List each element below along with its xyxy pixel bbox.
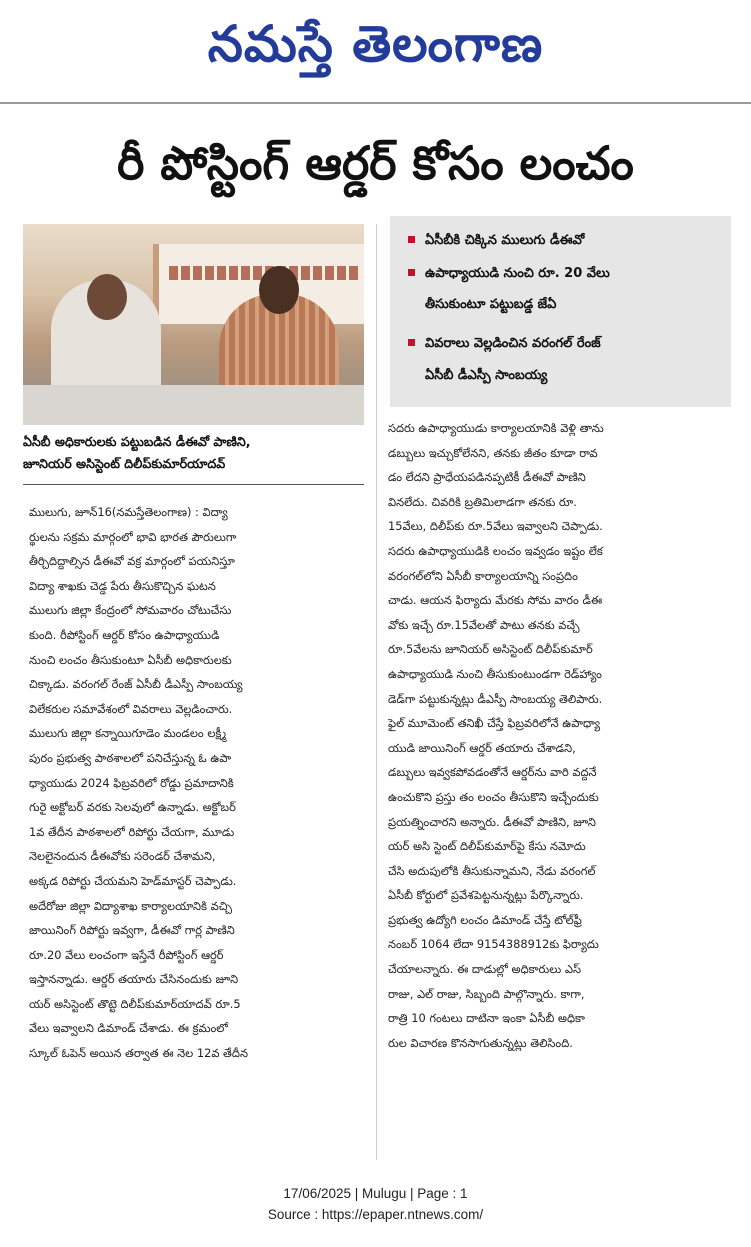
article-line: వేలు ఇవ్వాలని డిమాండ్ చేశాడు. ఈ క్రమంలో: [29, 1021, 229, 1036]
masthead-logo-title: నమస్తే తెలంగాణ: [207, 15, 544, 73]
article-line: చేసి అదుపులోకి తీసుకున్నామని, నేడు వరంగల్: [388, 863, 596, 878]
article-line: చిక్కాడు. వరంగల్ రేంజ్ ఏసీబీ డీఎస్పీ సాంబయ్య: [29, 677, 243, 692]
article-line: చాడు. ఆయన ఫిర్యాదు మేరకు సోమ వారం డీఈ: [388, 593, 603, 608]
article-line: ధ్యాయుడు 2024 ఫిబ్రవరిలో రోడ్డు ప్రమాదానికి: [29, 775, 234, 790]
article-line: ములుగు జిల్లా కన్నాయిగూడెం మండలం లక్ష్మీ: [29, 726, 227, 741]
article-line: విద్యా శాఖకు చెడ్డ పేరు తీసుకొచ్చిన ఘటన: [29, 578, 216, 593]
square-bullet-icon: [408, 236, 415, 243]
masthead-divider: [0, 102, 751, 104]
article-line: గురై అక్టోబర్ వరకు సెలవులో ఉన్నాడు. అక్టోబర్: [29, 800, 236, 815]
article-line: నుంచి లంచం తీసుకుంటూ ఏసీబీ అధికారులకు: [29, 652, 232, 667]
article-line: చేయాలన్నారు. ఈ దాడుల్లో అధికారులు ఎస్: [388, 962, 581, 977]
footer-source-link[interactable]: Source : https://epaper.ntnews.com/: [267, 1207, 484, 1222]
article-line: వోకు ఇచ్చే రూ.15వేలతో పాటు తనకు వచ్చే: [388, 617, 580, 632]
square-bullet-icon: [408, 269, 415, 276]
photo-caption-line: ఏసీబీ అధికారులకు పట్టుబడిన డీఈవో పాణిని,: [23, 434, 251, 449]
article-line: యర్ అసిస్టెంట్ తొట్టె దిలీప్‌కుమార్‌యాదవ్ రూ.5: [29, 996, 241, 1011]
article-line: యర్ అసి స్టెంట్ దిలీప్‌కుమార్‌పై కేసు నమోదు: [388, 839, 586, 854]
masthead: [0, 0, 751, 103]
article-line: ములుగు, జూన్16(నమస్తేతెలంగాణ) : విద్యా: [29, 505, 228, 519]
article-line: డబ్బులు ఇచ్చుకోలేనని, తనకు జీతం కూడా రావ: [388, 445, 598, 460]
caption-divider: [23, 484, 364, 485]
article-line: కుంది. రీపోస్టింగ్ ఆర్డర్ కోసం ఉపాధ్యాయుడి: [29, 627, 220, 642]
article-line: రాత్రి 10 గంటలు దాటినా ఇంకా ఏసీబీ అధికా: [388, 1011, 585, 1026]
article-line: వరంగల్‌లోని ఏసీబీ కార్యాలయాన్ని సంప్రదిం: [388, 568, 578, 583]
square-bullet-icon: [408, 339, 415, 346]
article-body-right-column: [388, 416, 731, 1055]
article-line: సదరు ఉపాధ్యాయుడు కార్యాలయానికి వెళ్లి తాను: [388, 421, 604, 435]
article-line: 15వేలు, దిలీప్‌కు రూ.5వేలు ఇవ్వాలని చెప్పాడు.: [388, 519, 603, 534]
article-line: డబ్బులు ఇవ్వకపోవడంతోనే ఆర్డర్‌ను వారి వద్దనే: [388, 765, 597, 780]
article-headline: రీ పోస్టింగ్ ఆర్డర్ కోసం లంచం: [117, 136, 634, 190]
article-line: ఫైల్ మూమెంట్ తనిఖీ చేస్తే ఫిబ్రవరిలోనే ఉపాధ్యా: [388, 716, 601, 731]
highlight-item: వివరాలు వెల్లడించిన వరంగల్ రేంజ్: [408, 328, 601, 359]
photo-caption-line: జూనియర్ అసిస్టెంట్ దిలీప్‌కుమార్‌యాదవ్: [23, 456, 226, 471]
article-line: ఉంచుకొని ప్రస్తు తం లంచం తీసుకొని ఇచ్చేందుకు: [388, 789, 599, 804]
highlight-item: ఉపాధ్యాయుడి నుంచి రూ. 20 వేలు: [408, 258, 610, 289]
article-line: డం లేదని ప్రాధేయపడినప్పటికీ డీఈవో పాణిని: [388, 470, 586, 485]
footer-date-edition: 17/06/2025 | Mulugu | Page : 1: [283, 1186, 468, 1201]
article-line: పురం ప్రభుత్వ పాఠశాలలో పనిచేస్తున్న ఓ ఉపా: [29, 750, 232, 765]
article-line: ఏసీబీ కోర్టులో ప్రవేశపెట్టనున్నట్లు పేర్కొన్నారు.: [388, 888, 584, 903]
article-line: ఇస్తానన్నాడు. ఆర్డర్ తయారు చేసినందుకు జూని: [29, 972, 239, 987]
article-line: తీర్చిదిద్దాల్సిన డీఈవో వక్ర మార్గంలో పయనిస్తూ: [29, 554, 235, 569]
article-line: జాయినింగ్ రిపోర్టు ఇవ్వగా, డీఈవో గార్ల పాణిని: [29, 923, 235, 938]
article-line: అక్కడ రిపోర్టు చేయమని హెడ్‌మాస్టర్ చెప్పాడు.: [29, 873, 237, 888]
article-line: ఉపాధ్యాయుడి నుంచి తీసుకుంటుండగా రెడ్‌హ్యాం: [388, 666, 602, 681]
article-line: ములుగు జిల్లా కేంద్రంలో సోమవారం చోటుచేసు: [29, 603, 232, 618]
highlight-item: ఏసీబీకి చిక్కిన ములుగు డీఈవో: [408, 225, 584, 256]
column-divider: [376, 224, 377, 1160]
article-line: నంబర్ 1064 లేదా 9154388912కు ఫిర్యాదు: [388, 937, 599, 952]
news-photo: [23, 224, 364, 425]
article-line: సదరు ఉపాధ్యాయుడికి లంచం ఇవ్వడం ఇష్టం లేక: [388, 543, 603, 558]
article-body-left-column: [29, 500, 365, 1066]
article-line: రూ.5వేలను జూనియర్ అసిస్టెంట్ దిలీప్‌కుమార్: [388, 642, 593, 657]
article-line: డెడ్‌గా పట్టుకున్నట్లు డీఎస్పీ సాంబయ్య తెలిపారు.: [388, 691, 603, 706]
article-line: రుల విచారణ కొనసాగుతున్నట్లు తెలిసింది.: [388, 1035, 573, 1050]
highlight-item-continued: ఏసీబీ డీఎస్పీ సాంబయ్య: [425, 368, 548, 383]
article-line: విలేకరుల సమావేశంలో వివరాలు వెల్లడించారు.: [29, 701, 233, 716]
highlight-item-continued: తీసుకుంటూ పట్టుబడ్డ జేఏ: [425, 297, 557, 312]
article-line: యుడి జాయినింగ్ ఆర్డర్ తయారు చేశాడని,: [388, 740, 576, 755]
article-line: స్కూల్ ఓపెన్ అయిన తర్వాత ఈ నెల 12వ తేదీన: [29, 1046, 248, 1061]
article-line: వినలేదు. చివరికి బ్రతిమిలాడగా తనకు రూ.: [388, 494, 577, 509]
article-line: అదేరోజు జిల్లా విద్యాశాఖ కార్యాలయానికి వచ్చి: [29, 898, 232, 913]
photo-table: [23, 385, 364, 425]
article-line: రాజు, ఎల్ రాజు, సిబ్బంది పాల్గొన్నారు. కాగా,: [388, 986, 585, 1001]
article-line: ప్రయత్నించారని అన్నారు. డీఈవో పాణిని, జూని: [388, 814, 596, 829]
photo-caption: [23, 431, 364, 475]
article-line: 1వ తేదీన పాఠశాలలో రిపోర్టు చేయగా, మూడు: [29, 824, 235, 839]
article-line: ర్థులను సక్రమ మార్గంలో భావి భారత పౌరులుగా: [29, 529, 237, 544]
article-line: నెలలైనందున డీఈవోకు సరెండర్ చేశామని,: [29, 849, 216, 864]
article-line: ప్రభుత్వ ఉద్యోగి లంచం డిమాండ్ చేస్తే టోల్‌ఫ్రీ: [388, 912, 582, 927]
highlights-box: [390, 216, 731, 407]
page-footer: [0, 1183, 751, 1225]
article-line: రూ.20 వేలు లంచంగా ఇస్తేనే రీపోస్టింగ్ ఆర్డర్: [29, 947, 224, 962]
